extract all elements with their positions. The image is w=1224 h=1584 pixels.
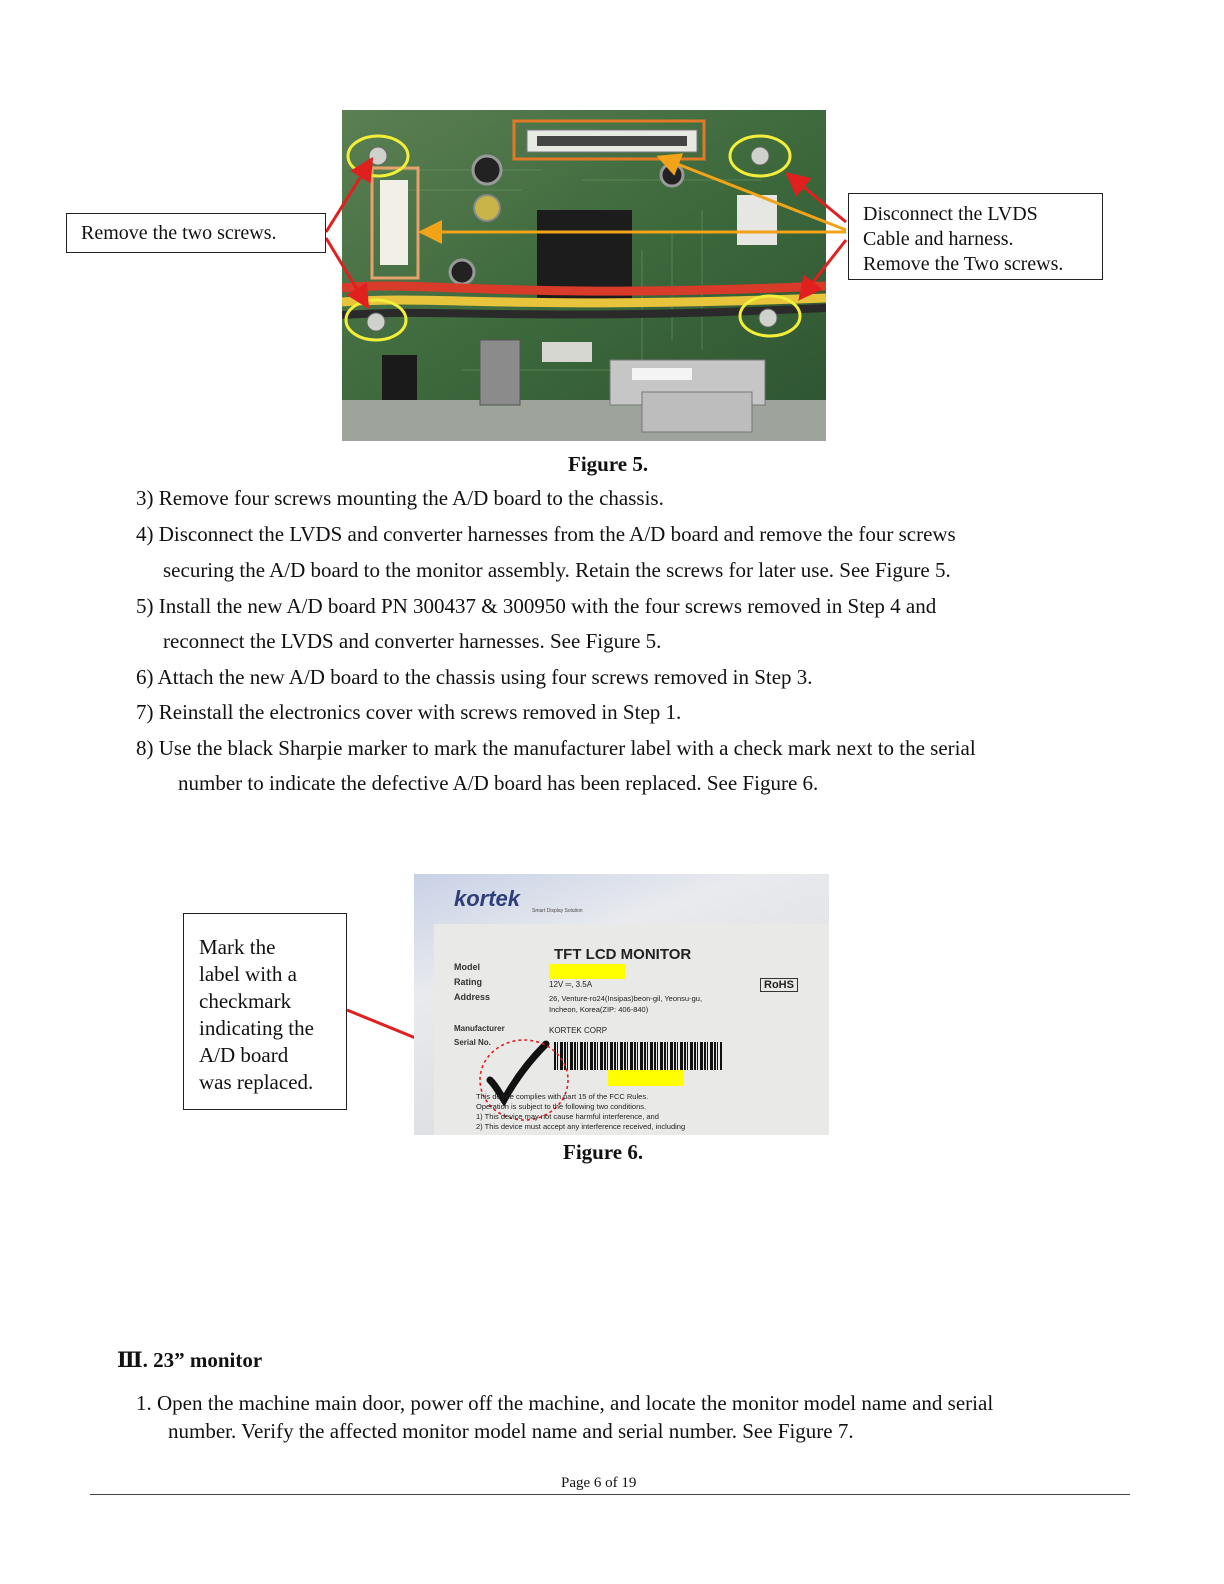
red-arrow-left-top [326,162,370,232]
callout-line: Mark the [199,935,276,959]
callout-remove-two-screws [66,213,326,253]
label-rating-value: 12V ═, 3.5A [549,980,593,989]
label-field-rating: Rating [454,977,482,987]
step-4: 4) Disconnect the LVDS and converter harnesses from the A/D board and remove the four screws [136,522,956,546]
kortek-tagline: Smart Display Solution [532,908,583,914]
step-3: 3) Remove four screws mounting the A/D board to the chassis. [136,486,664,510]
label-field-model: Model [454,962,480,972]
section-item-1: 1. Open the machine main door, power off the machine, and locate the monitor model name and serial [136,1391,994,1415]
page-number: Page 6 of 19 [561,1475,637,1491]
callout-line: was replaced. [199,1070,314,1094]
red-arrow-left-bottom [326,238,366,304]
label-fcc-line2: Operation is subject to the following two conditions. [476,1102,647,1111]
step-5-cont: reconnect the LVDS and converter harnesses. See Figure 5. [163,629,662,653]
step-6: 6) Attach the new A/D board to the chassis using four screws removed in Step 3. [136,665,813,689]
label-title: TFT LCD MONITOR [554,946,692,963]
callout-line: A/D board [199,1043,289,1067]
red-arrow-right-top [790,176,846,222]
callout-disconnect-lvds [848,193,1103,280]
callout-line: Cable and harness. [863,228,1014,250]
rohs-badge: RoHS [760,978,798,992]
callout-line: Remove the Two screws. [863,253,1064,275]
section-heading: Ⅲ. 23” monitor [117,1348,263,1372]
callout-line: checkmark [199,989,292,1013]
figure6-photo [414,874,829,1135]
figure6-caption: Figure 6. [563,1140,644,1164]
section-item-1-cont: number. Verify the affected monitor model name and serial number. See Figure 7. [168,1419,854,1443]
figure5-caption: Figure 5. [568,452,649,476]
callout-line: indicating the [199,1016,314,1040]
callout-mark-label [183,913,347,1110]
footer-rule [90,1494,1130,1495]
label-fcc-line3: 1) This device may not cause harmful interference, and [476,1112,659,1121]
label-fcc-line4: 2) This device must accept any interference received, including [476,1122,686,1131]
serial-barcode [554,1042,722,1070]
serial-highlight [608,1070,684,1086]
step-5: 5) Install the new A/D board PN 300437 & 300950 with the four screws removed in Step 4 and [136,594,937,618]
step-8: 8) Use the black Sharpie marker to mark the manufacturer label with a check mark next to the serial [136,736,976,760]
orange-arrow-top [662,158,846,230]
callout-line: label with a [199,962,297,986]
model-highlight [549,964,625,979]
label-field-serial: Serial No. [454,1038,491,1047]
label-address-line1: 26, Venture-ro24(Insipas)beon-gil, Yeonsu-gu, [549,994,703,1003]
kortek-logo: kortek [454,886,521,911]
step-4-cont: securing the A/D board to the monitor assembly. Retain the screws for later use. See Figure 5. [163,558,951,582]
label-address-line2: Incheon, Korea(ZIP: 406-840) [549,1005,649,1014]
callout-text: Remove the two screws. [81,222,277,244]
red-arrow-right-bottom [802,240,846,296]
step-8-cont: number to indicate the defective A/D board has been replaced. See Figure 6. [178,771,819,795]
label-field-address: Address [454,992,491,1002]
step-7: 7) Reinstall the electronics cover with screws removed in Step 1. [136,700,682,724]
label-fcc-line1: This device complies with part 15 of the FCC Rules. [476,1092,649,1101]
label-manufacturer-value: KORTEK CORP [549,1026,608,1035]
label-field-manufacturer: Manufacturer [454,1024,505,1033]
callout-line: Disconnect the LVDS [863,203,1038,225]
